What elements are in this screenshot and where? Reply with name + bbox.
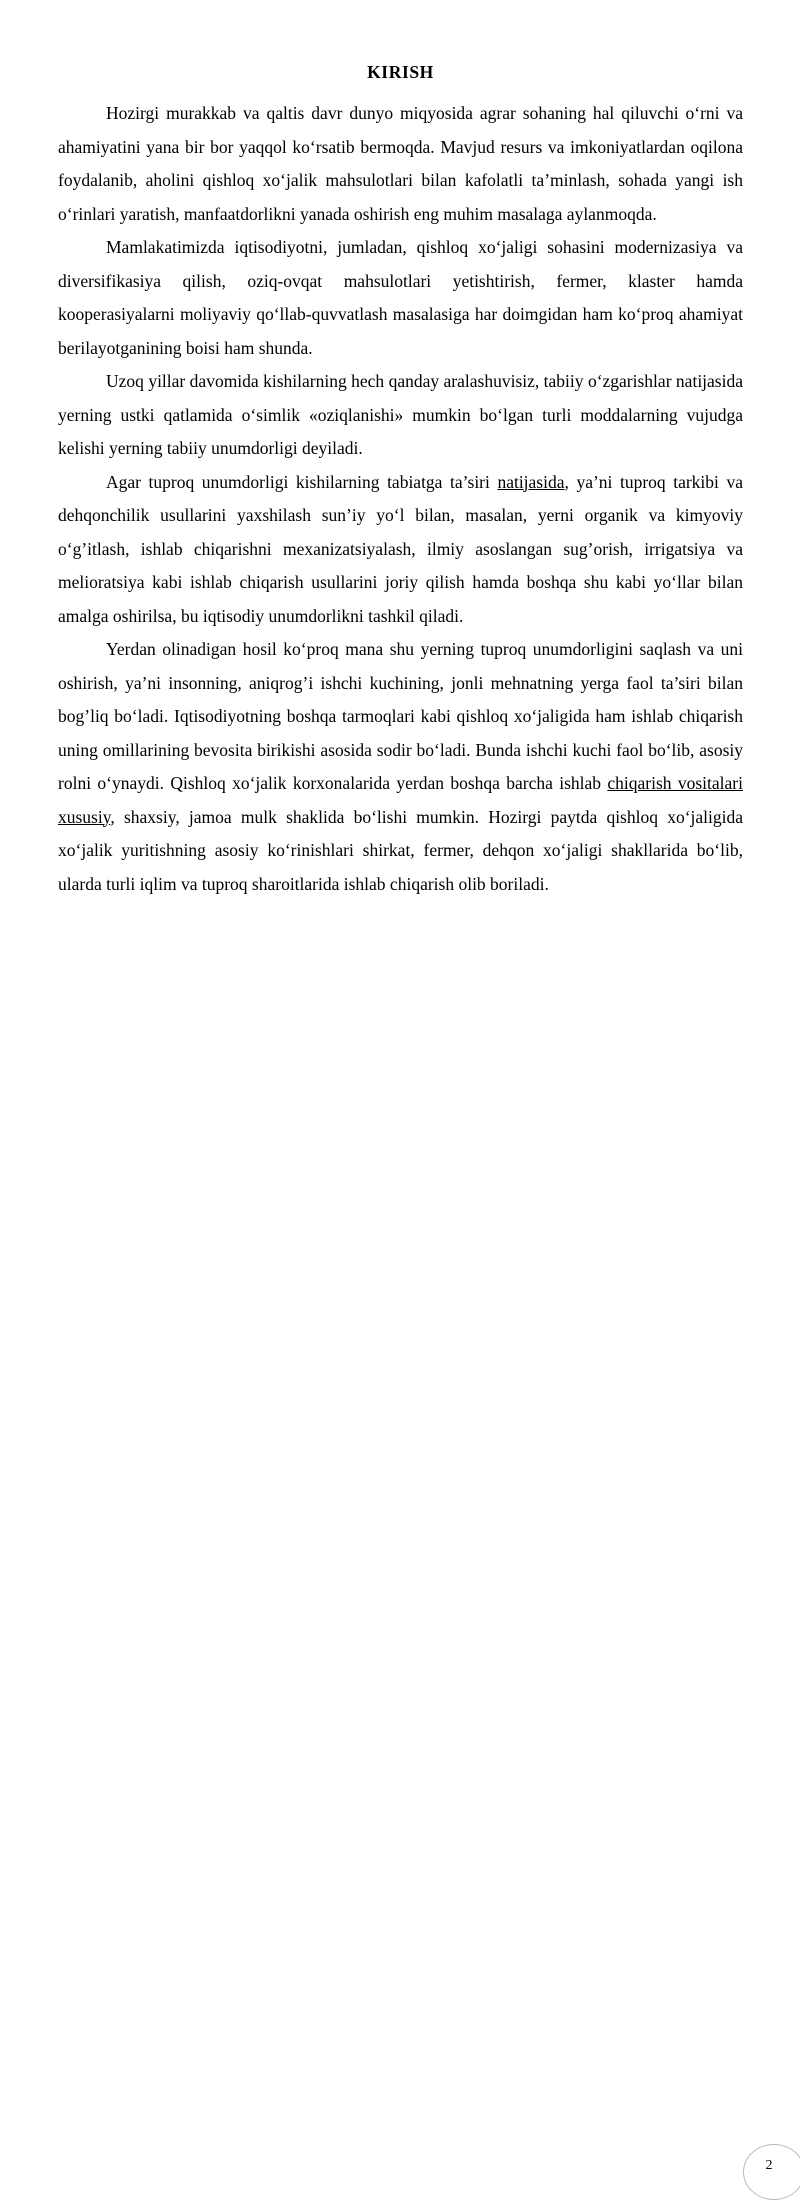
body-text: Agar tuproq unumdorligi kishilarning tabiatga ta’siri xyxy=(106,471,498,492)
page-footer xyxy=(0,1072,800,2173)
body-text: Mamlakatimizda iqtisodiyotni, jumladan, qishloq xo‘jaligi sohasini modernizasiya va diversifikasiya qilish, oziq-ovqat mahsulotlari yetishtirish, fermer, klaster hamda kooperasiyalarni moliyaviy qo‘llab-quvvatlash masalasiga har doimgidan ham ko‘proq ahamiyat berilayotganining boisi ham shunda. xyxy=(58,237,743,358)
paragraph-5 xyxy=(58,633,743,901)
paragraph-3 xyxy=(58,365,743,466)
document-body xyxy=(58,62,743,901)
paragraph-4 xyxy=(58,466,743,634)
body-text: Hozirgi murakkab va qaltis davr dunyo miqyosida agrar sohaning hal qiluvchi o‘rni va ahamiyatini yana bir bor yaqqol ko‘rsatib bermoqda. Mavjud resurs va imkoniyatlardan oqilona foydalanib, aholini qishloq xo‘jalik mahsulotlari bilan kafolatli ta’minlash, sohada yangi ish o‘rinlari yaratish, manfaatdorlikni yanada oshirish eng muhim masalaga aylanmoqda. xyxy=(58,103,743,224)
page-title: KIRISH xyxy=(367,62,434,82)
underlined-text: chiqarish vositalari xususiy xyxy=(58,773,743,827)
body-text: , ya’ni tuproq tarkibi va dehqonchilik usullarini yaxshilash sun’iy yo‘l bilan, masalan, yerni organik va kimyoviy o‘g’itlash, ishlab chiqarishni mexanizatsiyalash, ilmiy asoslangan sug’orish, irrigatsiya va melioratsiya kabi ishlab chiqarish usullarini joriy qilish hamda boshqa shu kabi yo‘llar bilan amalga oshirilsa, bu iqtisodiy unumdorlikni tashkil qiladi. xyxy=(58,471,743,626)
paragraph-2 xyxy=(58,231,743,365)
body-text: Yerdan olinadigan hosil ko‘proq mana shu yerning tuproq unumdorligini saqlash va uni oshirish, ya’ni insonning, aniqrog’i ishchi kuchining, jonli mehnatning yerga faol ta’siri bilan bog’liq bo‘ladi. Iqtisodiyotning boshqa tarmoqlari kabi qishloq xo‘jaligida ham ishlab chiqarish uning omillarining bevosita birikishi asosida sodir bo‘ladi. Bunda ishchi kuchi faol bo‘lib, asosiy rolni o‘ynaydi. Qishloq xo‘jalik korxonalarida yerdan boshqa barcha ishlab xyxy=(58,639,743,793)
page-number: 2 xyxy=(765,2158,773,2173)
body-text: , shaxsiy, jamoa mulk shaklida bo‘lishi mumkin. Hozirgi paytda qishloq xo‘jaligida xo‘jalik yuritishning asosiy ko‘rinishlari shirkat, fermer, dehqon xo‘jaligi shakllarida bo‘lib, ularda turli iqlim va tuproq sharoitlarida ishlab chiqarish olib boriladi. xyxy=(58,806,743,894)
paragraph-1 xyxy=(58,97,743,231)
body-text: Uzoq yillar davomida kishilarning hech qanday aralashuvisiz, tabiiy o‘zgarishlar natijasida yerning ustki qatlamida o‘simlik «oziqlanishi» mumkin bo‘lgan turli moddalarning vujudga kelishi yerning tabiiy unumdorligi deyiladi. xyxy=(58,371,743,458)
underlined-text: natijasida xyxy=(497,471,565,492)
